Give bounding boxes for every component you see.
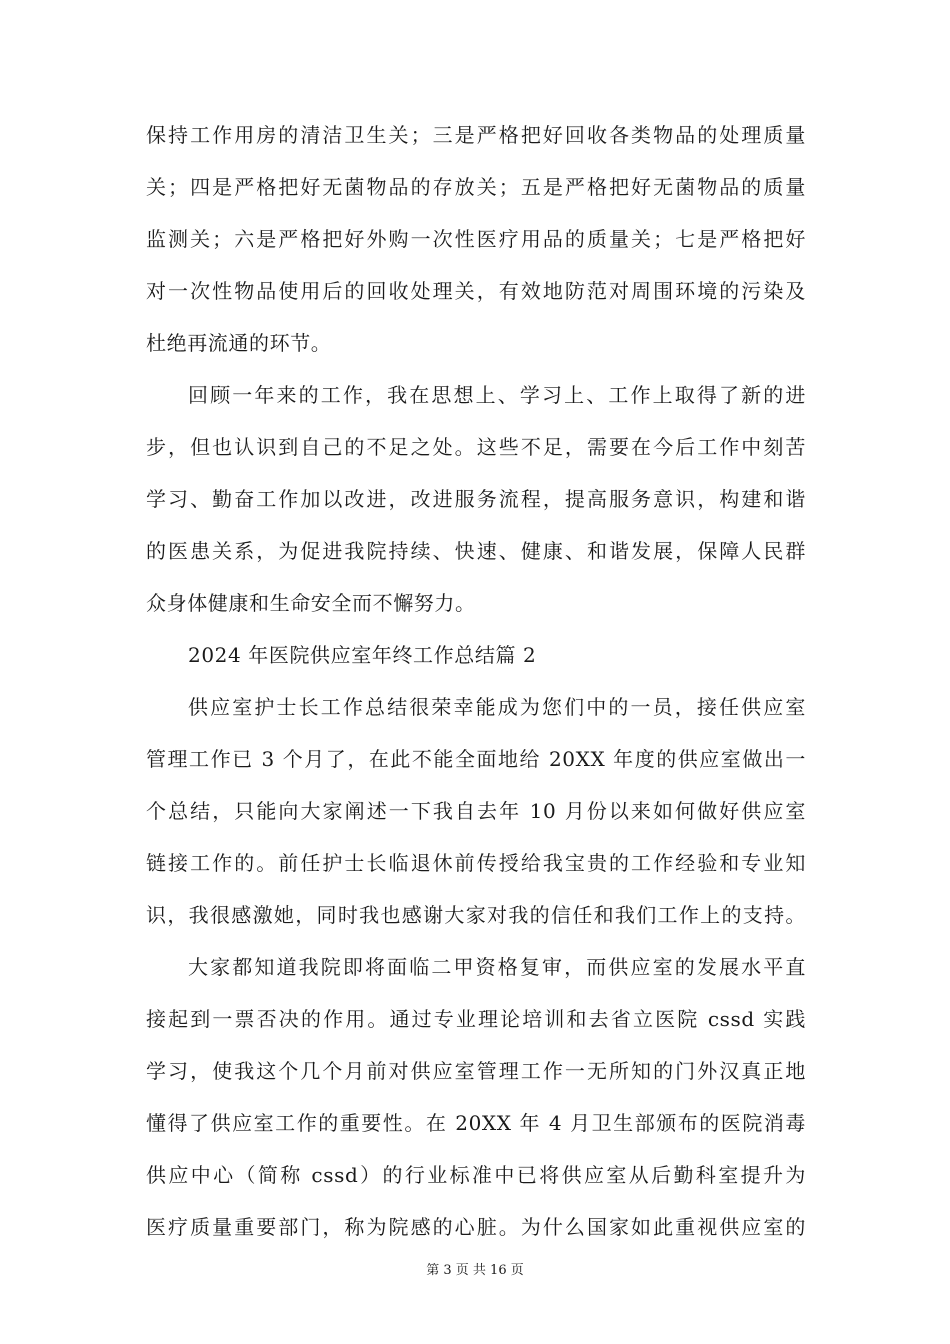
paragraph-line: 关；四是严格把好无菌物品的存放关；五是严格把好无菌物品的质量: [146, 175, 806, 199]
paragraph-line: 供应室护士长工作总结很荣幸能成为您们中的一员，接任供应室: [188, 695, 806, 719]
paragraph-line: 接起到一票否决的作用。通过专业理论培训和去省立医院 cssd 实践: [146, 1007, 806, 1031]
paragraph-line: 识，我很感激她，同时我也感谢大家对我的信任和我们工作上的支持。: [146, 903, 806, 927]
paragraph-line: 监测关；六是严格把好外购一次性医疗用品的质量关；七是严格把好: [146, 227, 806, 251]
paragraph-line: 大家都知道我院即将面临二甲资格复审，而供应室的发展水平直: [188, 955, 806, 979]
paragraph-line: 对一次性物品使用后的回收处理关，有效地防范对周围环境的污染及: [146, 279, 806, 303]
paragraph-line: 学习、勤奋工作加以改进，改进服务流程，提高服务意识，构建和谐: [146, 487, 806, 511]
paragraph-line: 个总结，只能向大家阐述一下我自去年 10 月份以来如何做好供应室: [146, 799, 806, 823]
page-number-footer: 第 3 页 共 16 页: [426, 1263, 524, 1278]
paragraph-line: 的医患关系，为促进我院持续、快速、健康、和谐发展，保障人民群: [146, 539, 806, 563]
paragraph-line: 众身体健康和生命安全而不懈努力。: [146, 591, 476, 615]
paragraph-line: 供应中心（简称 cssd）的行业标准中已将供应室从后勤科室提升为: [146, 1163, 806, 1187]
paragraph-line: 杜绝再流通的环节。: [146, 331, 332, 355]
paragraph-line: 学习，使我这个几个月前对供应室管理工作一无所知的门外汉真正地: [146, 1059, 806, 1083]
paragraph-line: 医疗质量重要部门，称为院感的心脏。为什么国家如此重视供应室的: [146, 1215, 806, 1239]
paragraph-line: 懂得了供应室工作的重要性。在 20XX 年 4 月卫生部颁布的医院消毒: [146, 1111, 806, 1135]
paragraph-line: 回顾一年来的工作，我在思想上、学习上、工作上取得了新的进: [188, 383, 806, 407]
paragraph-line: 管理工作已 3 个月了，在此不能全面地给 20XX 年度的供应室做出一: [146, 747, 806, 771]
paragraph-line: 步，但也认识到自己的不足之处。这些不足，需要在今后工作中刻苦: [146, 435, 806, 459]
paragraph-line: 保持工作用房的清洁卫生关；三是严格把好回收各类物品的处理质量: [146, 123, 806, 147]
paragraph-line: 链接工作的。前任护士长临退休前传授给我宝贵的工作经验和专业知: [146, 851, 806, 875]
section-heading: 2024 年医院供应室年终工作总结篇 2: [188, 643, 537, 667]
